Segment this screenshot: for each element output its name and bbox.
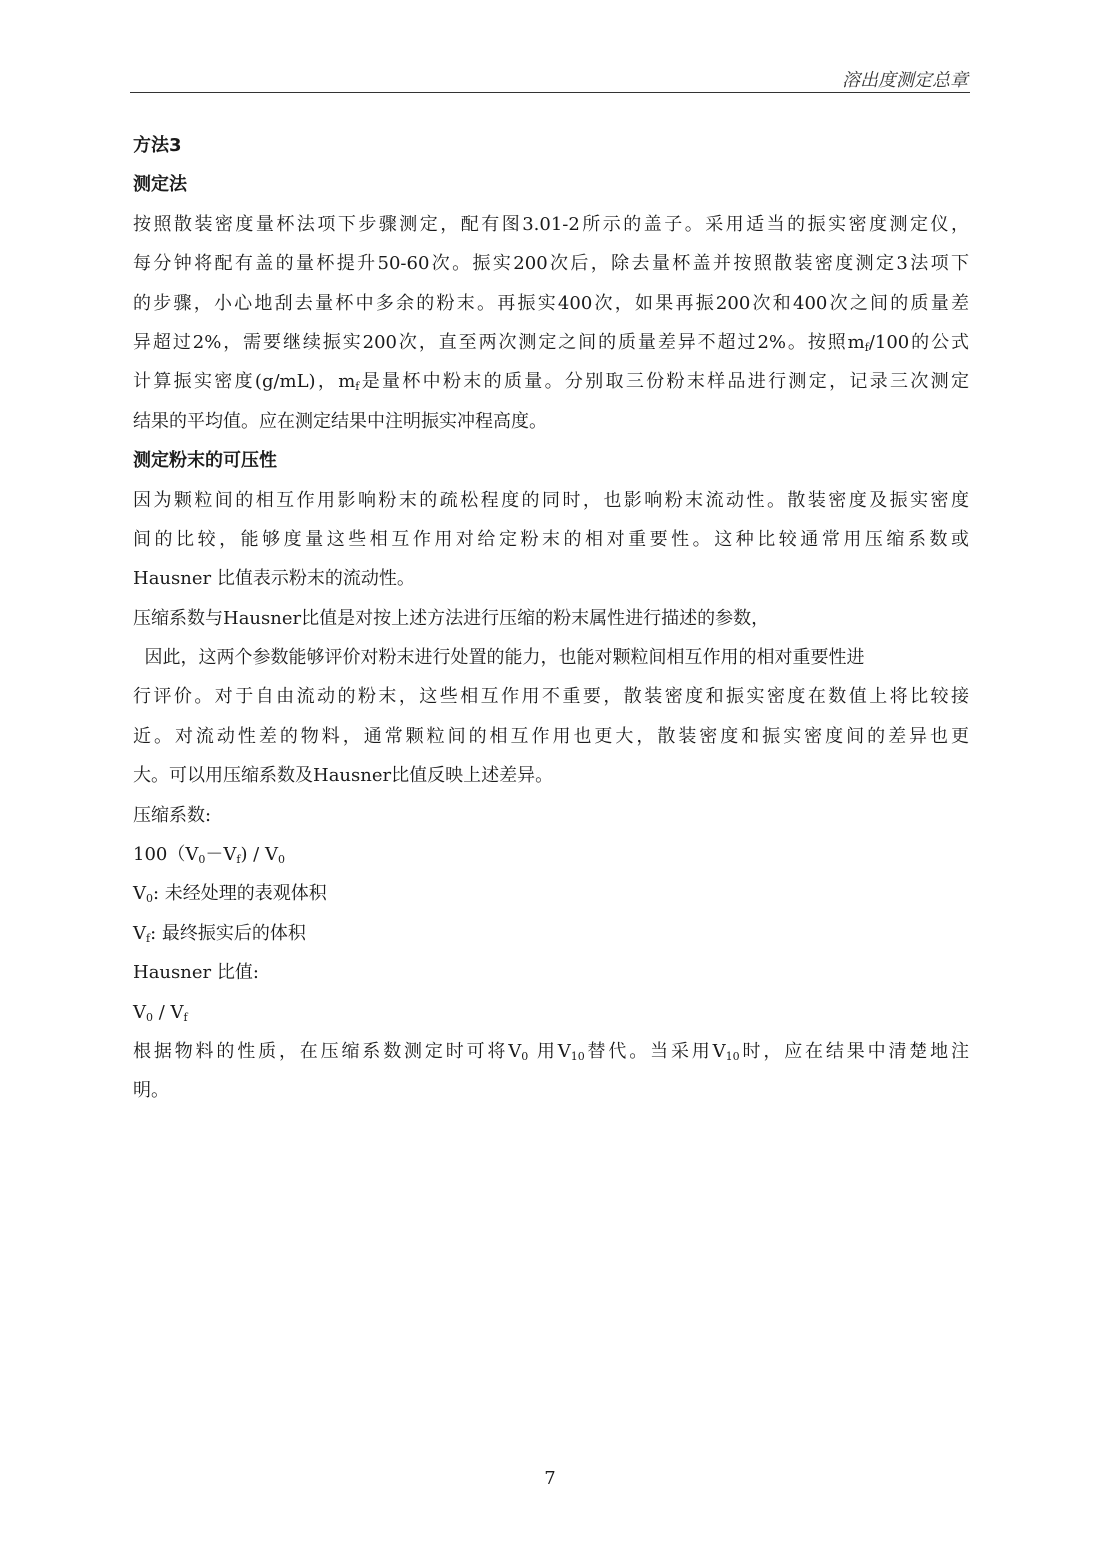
method-heading: 方法3 <box>133 135 182 156</box>
compress-line-1: 因为颗粒间的相互作用影响粉末的疏松程度的同时，也影响粉末流动性。散装密度及振实密度 <box>133 489 969 511</box>
compress-line-3: Hausner 比值表示粉末的流动性。 <box>133 568 415 590</box>
hausner-formula: $V_0 / V_f$ <box>133 1001 188 1024</box>
note-line-1: 根据物料的性质，在压缩系数测定时可将$V_0$ 用$V_{10}$替代。当采用$V_{10}$时，应在结果中清楚地注 <box>133 1040 969 1063</box>
compress-heading: 测定粉末的可压性 <box>133 450 277 472</box>
hausner-label: Hausner 比值: <box>133 962 259 984</box>
measure-line-3: 的步骤，小心地刮去量杯中多余的粉末。再振实400次，如果再振200次和400次之间的质量差 <box>133 292 969 314</box>
compression-index-formula: $100(V_0-V_f) / V_0$ <box>133 844 285 867</box>
page-content <box>133 126 969 1111</box>
measure-line-5: 计算振实密度(g/mL)，$m_f$是量杯中粉末的质量。分别取三份粉末样品进行测定，记录三次测定 <box>133 371 969 394</box>
compress-line-6: 行评价。对于自由流动的粉末，这些相互作用不重要，散装密度和振实密度在数值上将比较接 <box>133 686 969 708</box>
compression-index-label: 压缩系数: <box>133 804 212 826</box>
vf-definition: $V_f$: 最终振实后的体积 <box>133 922 306 945</box>
note-line-2: 明。 <box>133 1080 169 1102</box>
compress-line-5: 因此，这两个参数能够评价对粉末进行处置的能力，也能对颗粒间相互作用的相对重要性进 <box>133 647 865 669</box>
measure-line-2: 每分钟将配有盖的量杯提升50-60次。振实200次后，除去量杯盖并按照散装密度测定3法项下 <box>133 253 969 275</box>
measure-line-4: 异超过2%，需要继续振实200次，直至两次测定之间的质量差异不超过2%。按照$m_f/100$的公式 <box>133 331 969 354</box>
compress-line-8: 大。可以用压缩系数及Hausner比值反映上述差异。 <box>133 765 554 787</box>
running-header <box>130 64 970 93</box>
page-number: 7 <box>544 1468 556 1489</box>
chapter-title: 溶出度测定总章 <box>842 70 968 91</box>
v0-definition: $V_0$: 未经处理的表观体积 <box>133 883 327 906</box>
compress-line-7: 近。对流动性差的物料，通常颗粒间的相互作用也更大，散装密度和振实密度间的差异也更 <box>133 725 969 747</box>
measure-heading: 测定法 <box>133 174 187 196</box>
compress-line-2: 间的比较，能够度量这些相互作用对给定粉末的相对重要性。这种比较通常用压缩系数或 <box>133 528 969 550</box>
compress-line-4: 压缩系数与Hausner比值是对按上述方法进行压缩的粉末属性进行描述的参数， <box>133 607 770 629</box>
measure-line-1: 按照散装密度量杯法项下步骤测定，配有图3.01-2所示的盖子。采用适当的振实密度测定仪， <box>133 213 969 235</box>
measure-line-6: 结果的平均值。应在测定结果中注明振实冲程高度。 <box>133 410 547 432</box>
